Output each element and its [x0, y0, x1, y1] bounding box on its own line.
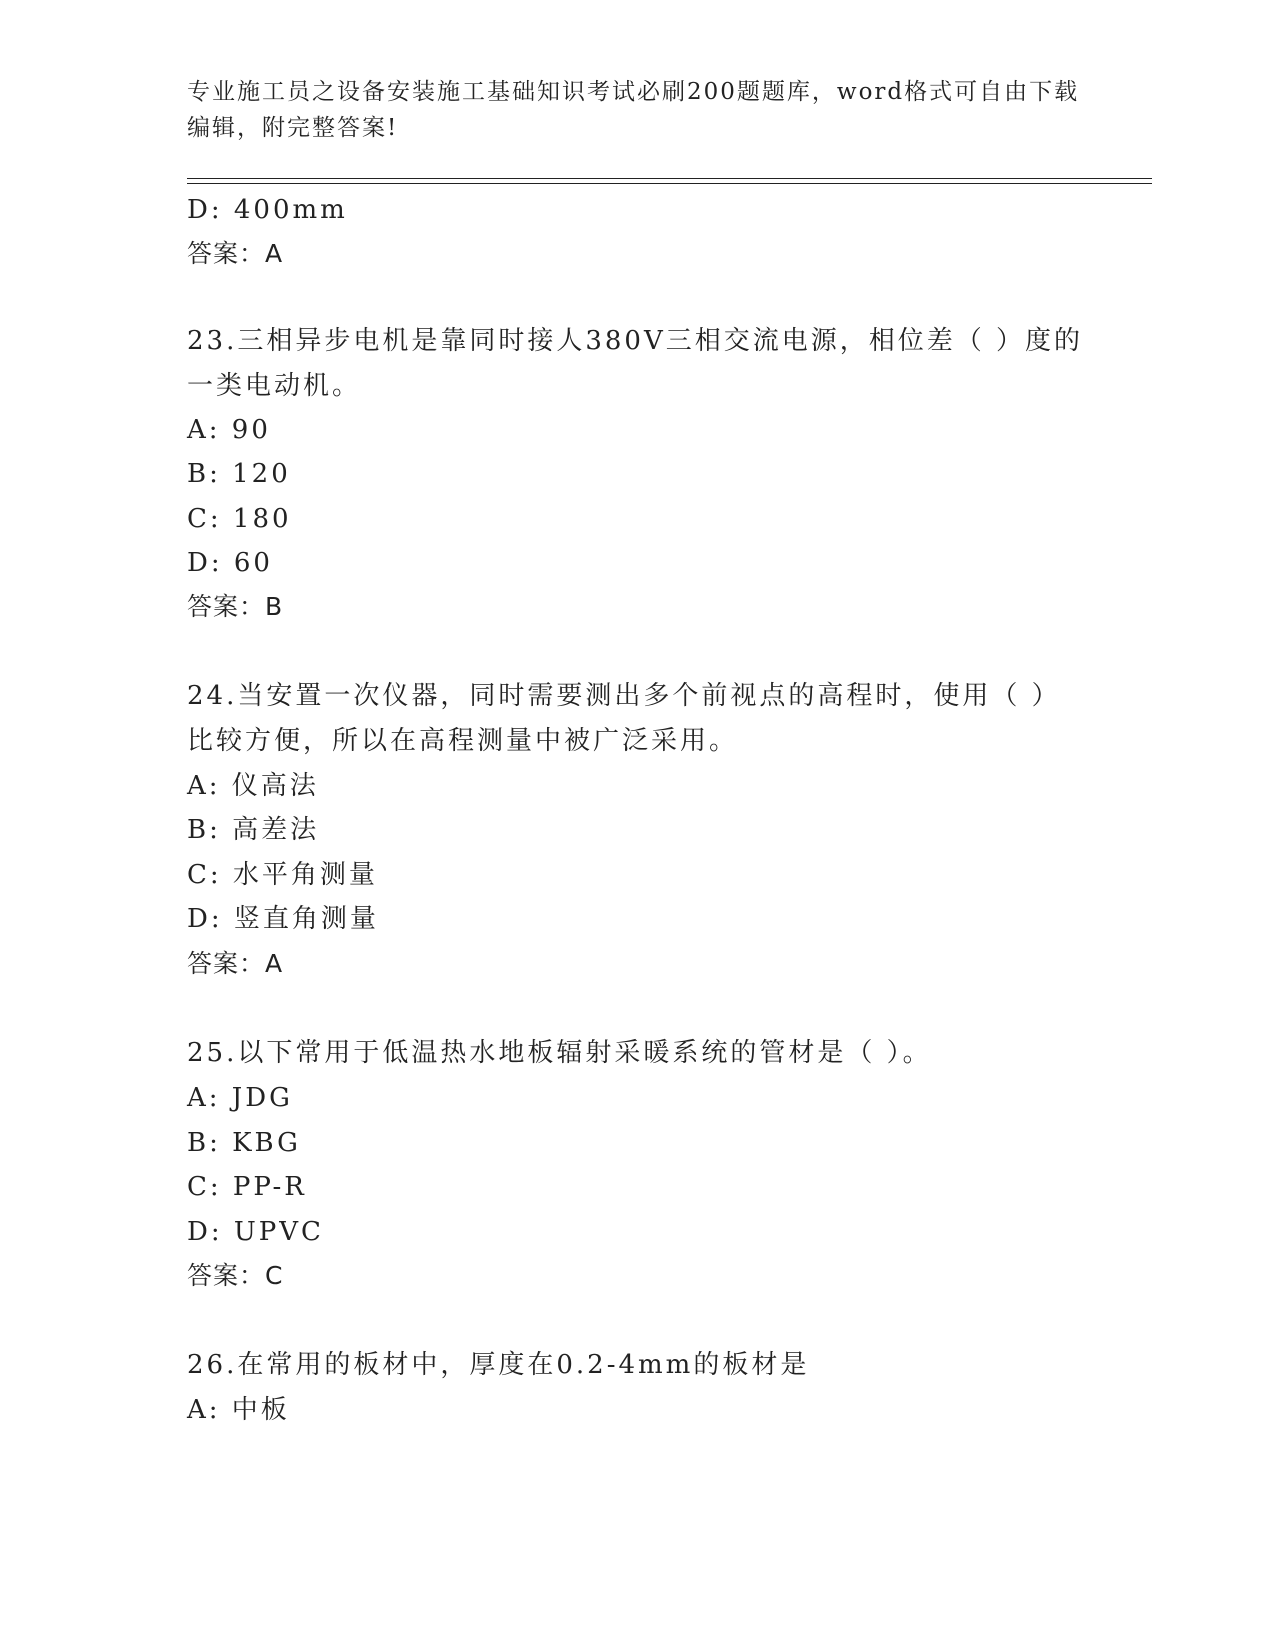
q23-option-b: B: 120: [187, 459, 291, 489]
q25-option-a: A: JDG: [187, 1083, 293, 1113]
q25-answer: 答案：C: [187, 1261, 284, 1290]
prev-option-d: D: 400mm: [187, 195, 348, 225]
q23-option-a: A: 90: [187, 415, 271, 445]
q23-stem-line-1: 23.三相异步电机是靠同时接人380V三相交流电源，相位差（ ）度的: [187, 326, 1084, 356]
q26-stem-line-1: 26.在常用的板材中，厚度在0.2-4mm的板材是: [187, 1350, 810, 1380]
q24-answer: 答案：A: [187, 949, 284, 978]
q25-stem-line-1: 25.以下常用于低温热水地板辐射采暖系统的管材是（ ）。: [187, 1038, 932, 1068]
header-divider-bottom: [187, 183, 1152, 184]
header-title-line-1: 专业施工员之设备安装施工基础知识考试必刷200题题库，word格式可自由下载: [187, 79, 1080, 105]
q23-option-c: C: 180: [187, 504, 292, 534]
q24-option-c: C: 水平角测量: [187, 860, 378, 890]
q24-option-b: B: 高差法: [187, 815, 320, 845]
q26-option-a: A: 中板: [187, 1395, 290, 1425]
q24-stem-line-2: 比较方便，所以在高程测量中被广泛采用。: [187, 726, 739, 756]
q24-stem-line-1: 24.当安置一次仪器，同时需要测出多个前视点的高程时，使用（ ）: [187, 681, 1061, 711]
q24-option-a: A: 仪高法: [187, 771, 319, 801]
q23-stem-line-2: 一类电动机。: [187, 371, 362, 401]
header-title-line-2: 编辑，附完整答案!: [187, 115, 399, 141]
q25-option-c: C: PP-R: [187, 1172, 307, 1202]
header-divider-top: [187, 178, 1152, 179]
q25-option-d: D: UPVC: [187, 1217, 324, 1247]
document-header: [187, 74, 1087, 146]
q24-option-d: D: 竖直角测量: [187, 904, 379, 934]
q23-answer: 答案：B: [187, 592, 284, 621]
q25-option-b: B: KBG: [187, 1128, 301, 1158]
q23-option-d: D: 60: [187, 548, 273, 578]
prev-answer: 答案：A: [187, 239, 284, 268]
